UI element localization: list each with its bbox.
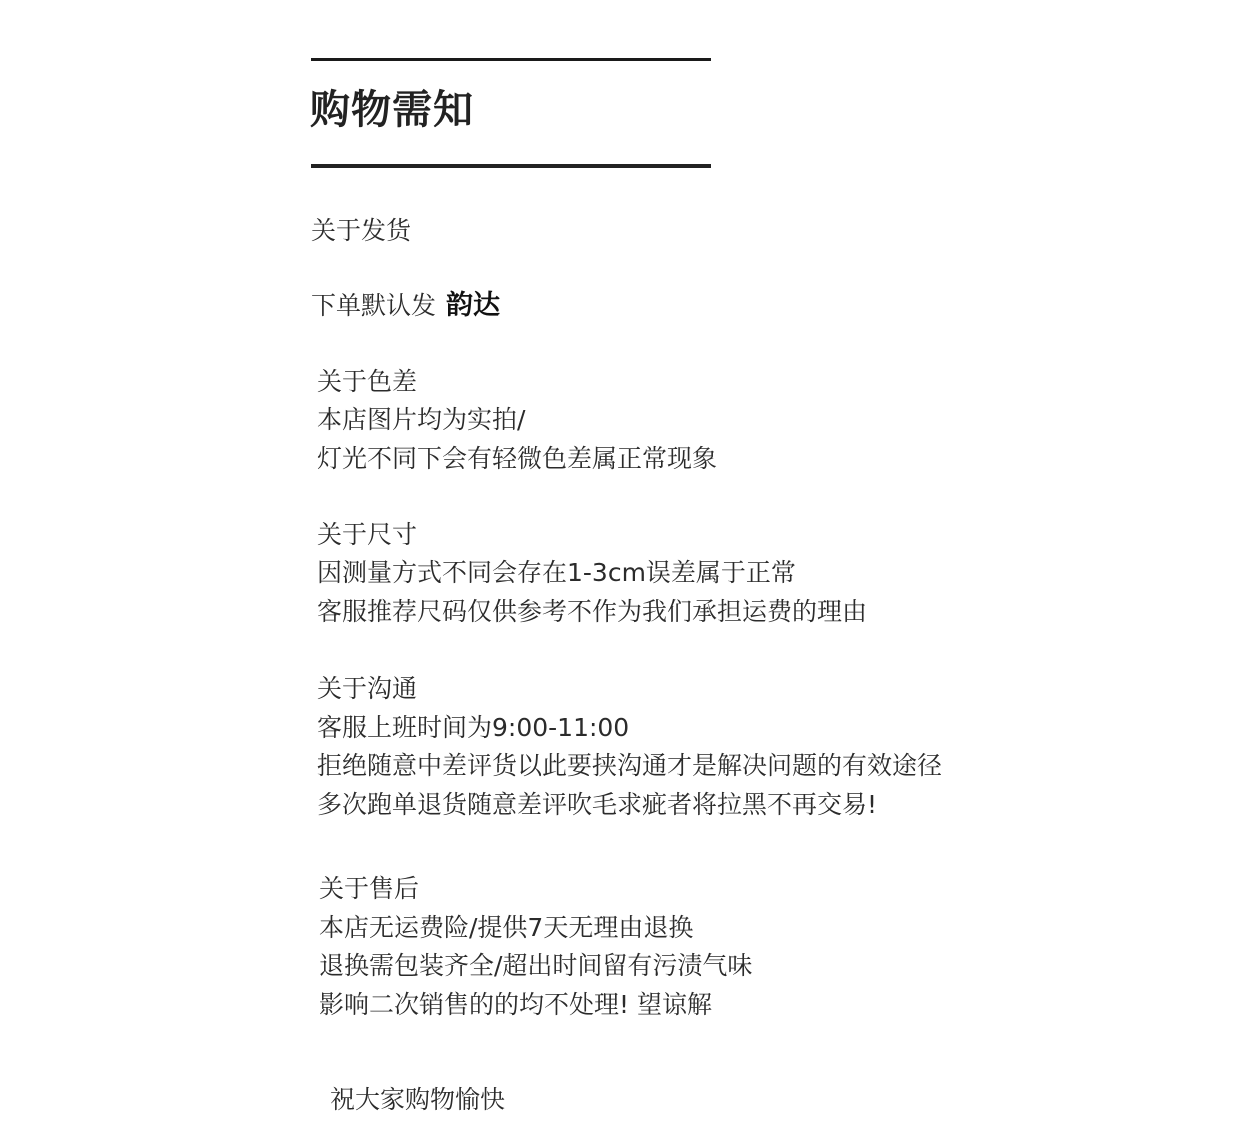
shipping-carrier: 韵达 (446, 290, 501, 321)
aftersales-line: 退换需包装齐全/超出时间留有污渍气味 (319, 951, 753, 980)
color-heading: 关于色差 (317, 367, 418, 396)
communication-line: 多次跑单退货随意差评吹毛求疵者将拉黑不再交易! (317, 790, 878, 819)
bottom-divider (311, 164, 711, 168)
communication-line: 客服上班时间为9:00-11:00 (317, 713, 630, 742)
closing-line: 祝大家购物愉快 (330, 1085, 506, 1114)
aftersales-line: 影响二次销售的的均不处理! 望谅解 (319, 990, 712, 1019)
size-heading: 关于尺寸 (317, 520, 418, 549)
aftersales-line: 本店无运费险/提供7天无理由退换 (319, 913, 694, 942)
color-line: 灯光不同下会有轻微色差属正常现象 (317, 444, 718, 473)
communication-heading: 关于沟通 (317, 674, 418, 703)
size-line: 因测量方式不同会存在1-3cm误差属于正常 (317, 558, 796, 587)
top-divider (311, 58, 711, 61)
size-line: 客服推荐尺码仅供参考不作为我们承担运费的理由 (317, 597, 868, 626)
color-line: 本店图片均为实拍/ (317, 405, 526, 434)
aftersales-heading: 关于售后 (319, 874, 420, 903)
communication-line: 拒绝随意中差评货以此要挟沟通才是解决问题的有效途径 (317, 751, 943, 780)
shipping-default-text: 下单默认发 (311, 291, 437, 320)
page-title: 购物需知 (310, 87, 474, 133)
shipping-heading: 关于发货 (311, 216, 412, 245)
shipping-default-line (311, 290, 500, 322)
